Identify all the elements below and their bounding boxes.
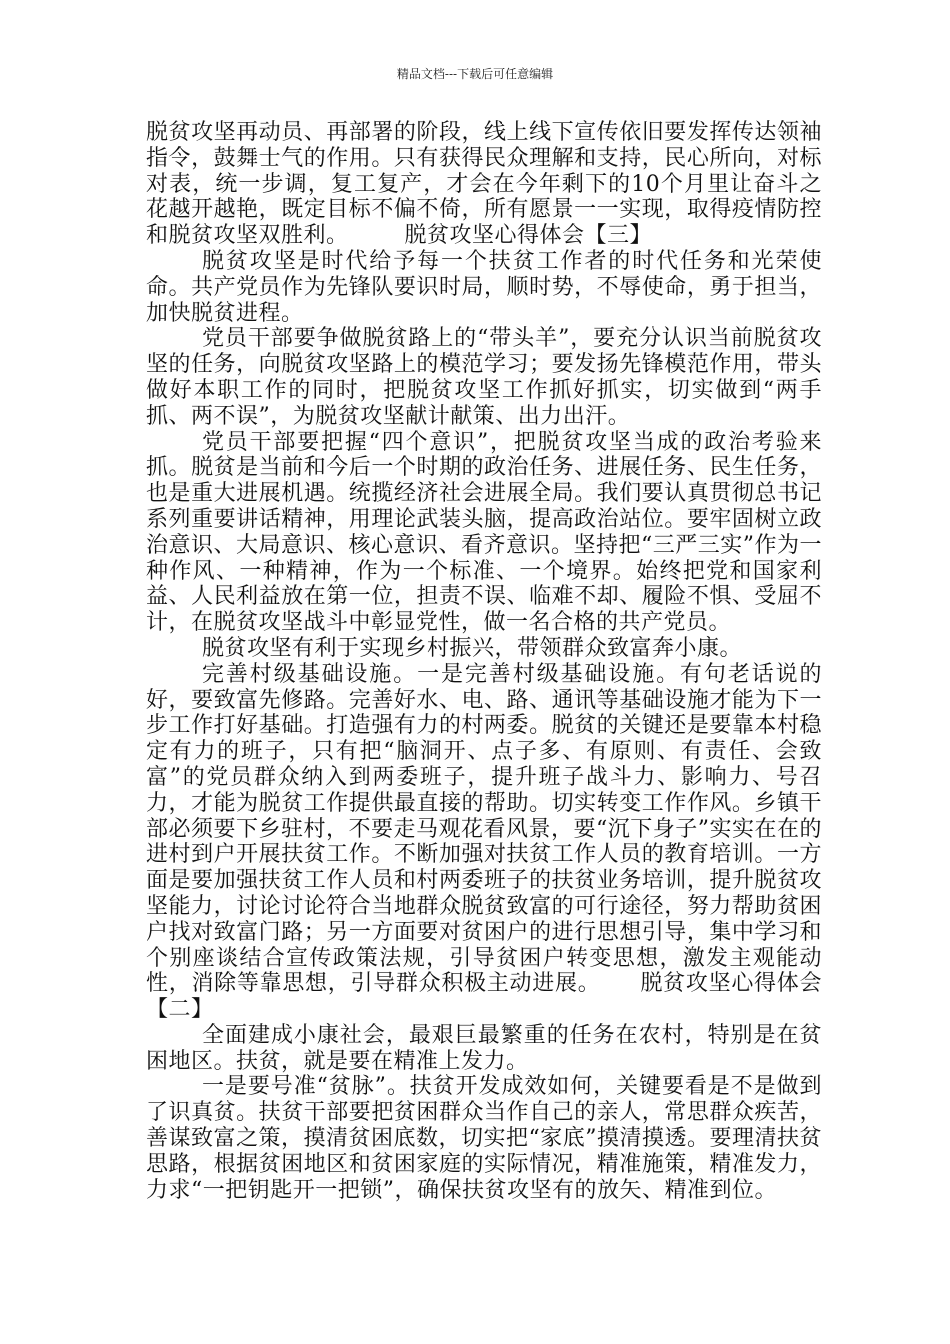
- paragraph-4: 党员干部要把握“四个意识”，把脱贫攻坚当成的政治考验来抓。脱贫是当前和今后一个时期的政治任务、进展任务、民生任务，也是重大进展机遇。统揽经济社会进展全局。我们要认真贯彻总书记系列重要讲话精神，用理论武装头脑，提高政治站位。要牢固树立政治意识、大局意识、核心意识、看齐意识。坚持把“三严三实”作为一种作风、一种精神，作为一个标准、一个境界。始终把党和国家利益、人民利益放在第一位，担责不误、临难不却、履险不惧、受屈不计，在脱贫攻坚战斗中彰显党性，做一名合格的共产党员。: [146, 429, 822, 636]
- paragraph-8: 一是要号准“贫脉”。扶贫开发成效如何，关键要看是不是做到了识真贫。扶贫干部要把贫困群众当作自己的亲人，常思群众疾苦，善谋致富之策，摸清贫困底数，切实把“家底”摸清摸透。要理清扶贫思路，根据贫困地区和贫困家庭的实际情况，精准施策，精准发力，力求“一把钥匙开一把锁”，确保扶贫攻坚有的放矢、精准到位。: [146, 1074, 822, 1203]
- paragraph-7: 全面建成小康社会，最艰巨最繁重的任务在农村，特别是在贫困地区。扶贫，就是要在精准上发力。: [146, 1022, 822, 1074]
- page-header: 精品文档---下载后可任意编辑: [396, 67, 554, 81]
- paragraph-1-text: 脱贫攻坚再动员、再部署的阶段，线上线下宣传依旧要发挥传达领袖指令，鼓舞士气的作用。只有获得民众理解和支持，民心所向，对标对表，统一步调，复工复产，才会在今年剩下的10个月里让奋斗之花越开越艳，既定目标不偏不倚，所有愿景一一实现，取得疫情防控和脱贫攻坚双胜利。: [146, 120, 822, 249]
- document-body: [146, 120, 822, 1203]
- paragraph-3: 党员干部要争做脱贫路上的“带头羊”，要充分认识当前脱贫攻坚的任务，向脱贫攻坚路上的模范学习；要发扬先锋模范作用，带头做好本职工作的同时，把脱贫攻坚工作抓好抓实，切实做到“两手抓、两不误”，为脱贫攻坚献计献策、出力出汗。: [146, 326, 822, 429]
- paragraph-6: [146, 662, 822, 1023]
- paragraph-6-text: 完善村级基础设施。一是完善村级基础设施。有句老话说的好，要致富先修路。完善好水、电、路、通讯等基础设施才能为下一步工作打好基础。打造强有力的村两委。脱贫的关键还是要靠本村稳定有力的班子，只有把“脑洞开、点子多、有原则、有责任、会致富”的党员群众纳入到两委班子，提升班子战斗力、影响力、号召力，才能为脱贫工作提供最直接的帮助。切实转变工作作风。乡镇干部必须要下乡驻村，不要走马观花看风景，要“沉下身子”实实在在的进村到户开展扶贫工作。不断加强对扶贫工作人员的教育培训。一方面是要加强扶贫工作人员和村两委班子的扶贫业务培训，提升脱贫攻坚能力，讨论讨论符合当地群众脱贫致富的可行途径，努力帮助贫困户找对致富门路；另一方面要对贫困户的进行思想引导，集中学习和个别座谈结合宣传政策法规，引导贫困户转变思想，激发主观能动性，消除等靠思想，引导群众积极主动进展。: [146, 661, 822, 997]
- paragraph-1: [146, 120, 822, 249]
- paragraph-2: 脱贫攻坚是时代给予每一个扶贫工作者的时代任务和光荣使命。共产党员作为先锋队要识时局，顺时势，不辱使命，勇于担当，加快脱贫进程。: [146, 248, 822, 326]
- section-heading-2: 脱贫攻坚心得体会【二】: [146, 971, 822, 1023]
- section-heading-3: 脱贫攻坚心得体会【三】: [404, 223, 653, 249]
- paragraph-5: 脱贫攻坚有利于实现乡村振兴，带领群众致富奔小康。: [202, 635, 743, 661]
